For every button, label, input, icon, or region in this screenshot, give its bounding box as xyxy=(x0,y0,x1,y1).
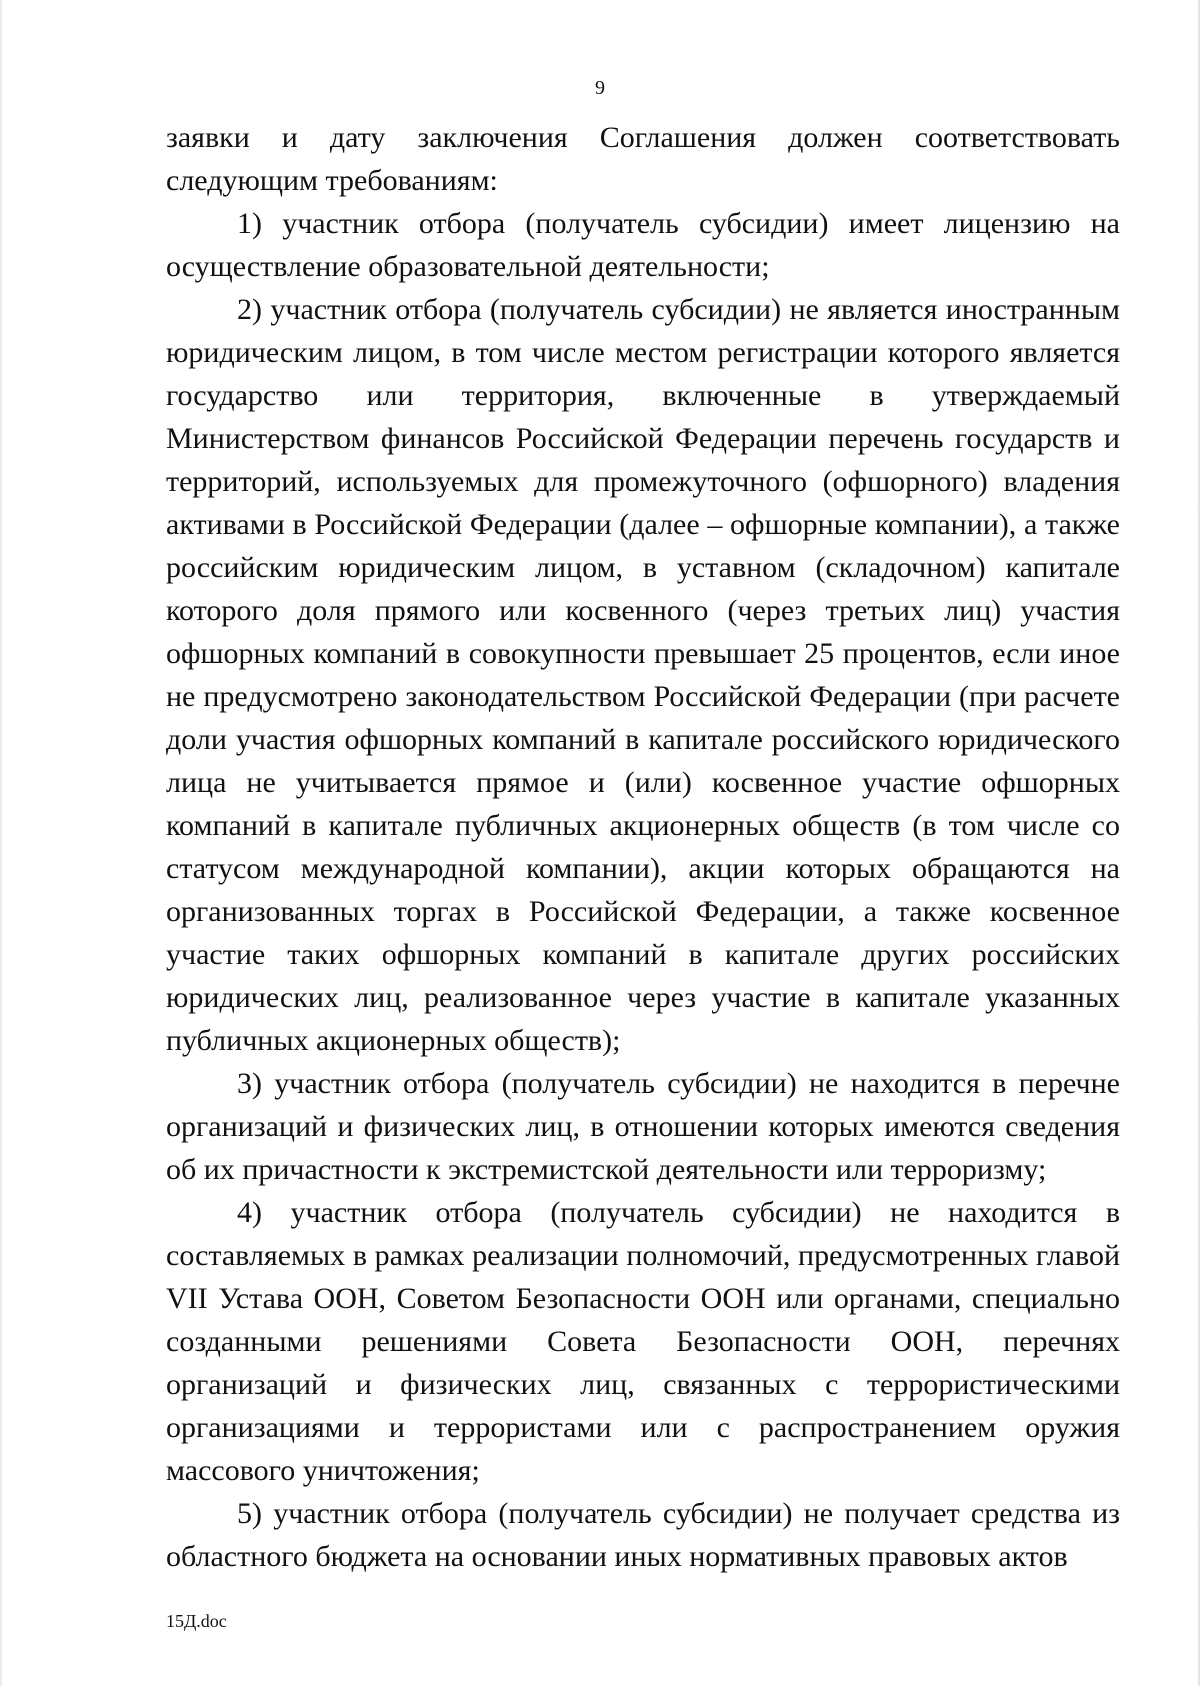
page-number: 9 xyxy=(595,77,605,99)
scan-edge-left xyxy=(0,0,3,1686)
paragraph-item-2: 2) участник отбора (получатель субсидии) не является иностранным юридическим лицом, в том числе местом регистрации которого является государство или территория, включенные в утверждаемый Министерством финансов Российской Федерации перечень государств и территорий, используемых для промежуточного (офшорного) владения активами в Российской Федерации (далее – офшорные компании), а также российским юридическим лицом, в уставном (складочном) капитале которого доля прямого или косвенного (через третьих лиц) участия офшорных компаний в совокупности превышает 25 процентов, если иное не предусмотрено законодательством Российской Федерации (при расчете доли участия офшорных компаний в капитале российского юридического лица не учитывается прямое и (или) косвенное участие офшорных компаний в капитале публичных акционерных обществ (в том числе со статусом международной компании), акции которых обращаются на организованных торгах в Российской Федерации, а также косвенное участие таких офшорных компаний в капитале других российских юридических лиц, реализованное через участие в капитале указанных публичных акционерных обществ); xyxy=(166,293,1120,1057)
footer-filename: 15Д.doc xyxy=(166,1611,227,1631)
paragraph-continuation: заявки и дату заключения Соглашения должен соответствовать следующим требованиям: xyxy=(166,121,1120,197)
paragraph-item-1: 1) участник отбора (получатель субсидии) имеет лицензию на осуществление образовательной деятельности; xyxy=(166,207,1120,283)
paragraph-item-5: 5) участник отбора (получатель субсидии) не получает средства из областного бюджета на основании иных нормативных правовых актов xyxy=(166,1497,1120,1573)
paragraph-item-4: 4) участник отбора (получатель субсидии) не находится в составляемых в рамках реализации полномочий, предусмотренных главой VII Устава ООН, Советом Безопасности ООН или органами, специально созданными решениями Совета Безопасности ООН, перечнях организаций и физических лиц, связанных с террористическими организациями и террористами или с распространением оружия массового уничтожения; xyxy=(166,1196,1120,1487)
document-body xyxy=(166,116,1120,1578)
paragraph-item-3: 3) участник отбора (получатель субсидии) не находится в перечне организаций и физических лиц, в отношении которых имеются сведения об их причастности к экстремистской деятельности или терроризму; xyxy=(166,1067,1120,1186)
